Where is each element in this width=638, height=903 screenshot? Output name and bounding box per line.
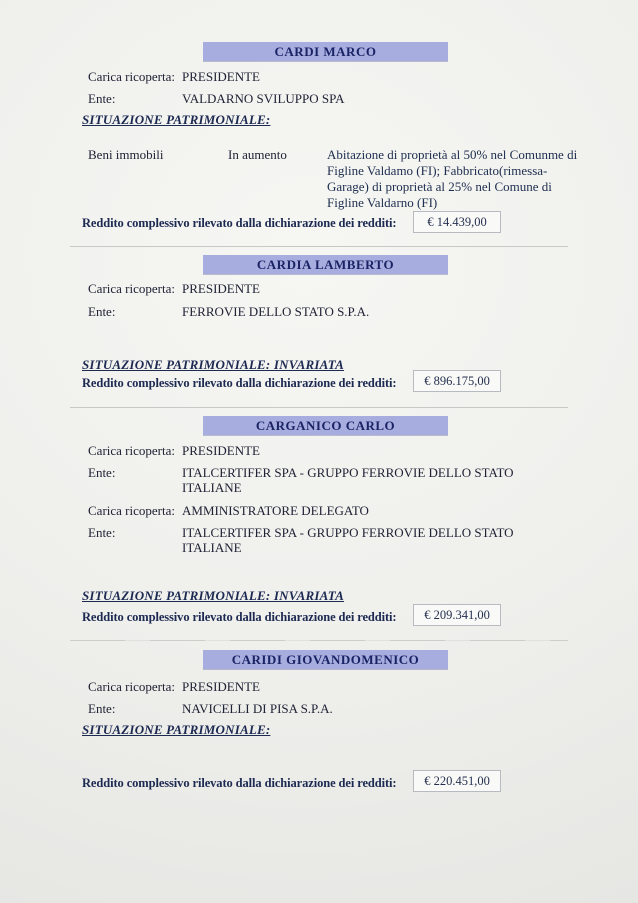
field-row (88, 465, 514, 495)
field-row (88, 281, 260, 297)
field-label: Ente: (88, 701, 116, 716)
field-label: Carica ricoperta: (88, 69, 175, 84)
field-value: PRESIDENTE (182, 69, 260, 84)
field-label: Ente: (88, 525, 116, 540)
income-label: Reddito complessivo rilevato dalla dichiarazione dei redditi: (82, 216, 397, 230)
person-name: CARDIA LAMBERTO (256, 257, 395, 272)
field-value: NAVICELLI DI PISA S.P.A. (182, 701, 333, 716)
asset-description-line: Garage) di proprietà al 25% nel Comune di (327, 179, 552, 194)
field-value-line: ITALIANE (182, 540, 242, 555)
field-value (182, 525, 514, 555)
field-row (88, 503, 369, 519)
section-header-bar (203, 650, 448, 669)
field-label: Carica ricoperta: (88, 679, 175, 694)
field-value: AMMINISTRATORE DELEGATO (182, 503, 369, 518)
field-value-line: ITALIANE (182, 480, 242, 495)
field-label: Ente: (88, 91, 116, 106)
income-amount-box: € 209.341,00 (413, 604, 501, 626)
asset-description-line: Abitazione di proprietà al 50% nel Comunme di (327, 147, 578, 162)
field-row (88, 91, 345, 107)
field-value: PRESIDENTE (182, 443, 260, 458)
section-divider (70, 246, 568, 247)
situazione-heading: SITUAZIONE PATRIMONIALE: INVARIATA (82, 588, 345, 603)
section-header-bar (203, 255, 448, 274)
field-row (88, 304, 369, 320)
field-label: Ente: (88, 465, 116, 480)
field-label: Ente: (88, 304, 116, 319)
field-row (88, 69, 260, 85)
income-label: Reddito complessivo rilevato dalla dichiarazione dei redditi: (82, 610, 397, 624)
person-name: CARIDI GIOVANDOMENICO (231, 652, 420, 667)
field-row (88, 443, 260, 459)
asset-change: In aumento (228, 147, 287, 162)
person-name: CARDI MARCO (274, 44, 377, 59)
section-divider (70, 640, 568, 641)
situazione-heading: SITUAZIONE PATRIMONIALE: (82, 722, 271, 737)
asset-description-line: Figline Valdarno (FI) (327, 195, 438, 210)
situazione-heading: SITUAZIONE PATRIMONIALE: (82, 112, 271, 127)
field-value: FERROVIE DELLO STATO S.P.A. (182, 304, 370, 319)
field-label: Carica ricoperta: (88, 503, 175, 518)
field-label: Carica ricoperta: (88, 281, 175, 296)
asset-type: Beni immobili (88, 147, 164, 162)
section-header-bar (203, 42, 448, 61)
section-header-bar (203, 416, 448, 435)
field-value: PRESIDENTE (182, 679, 260, 694)
field-value (182, 465, 514, 495)
income-label: Reddito complessivo rilevato dalla dichiarazione dei redditi: (82, 776, 397, 790)
field-value-line: ITALCERTIFER SPA - GRUPPO FERROVIE DELLO STATO (182, 525, 514, 540)
asset-description (327, 147, 578, 211)
assets-row (88, 147, 578, 211)
field-value: VALDARNO SVILUPPO SPA (182, 91, 345, 106)
section-divider (70, 407, 568, 408)
asset-description-line: Figline Valdamo (FI); Fabbricato(rimessa- (327, 163, 548, 178)
field-row (88, 679, 260, 695)
field-row (88, 701, 333, 717)
field-value: PRESIDENTE (182, 281, 260, 296)
income-amount-box: € 896.175,00 (413, 370, 501, 392)
situazione-heading: SITUAZIONE PATRIMONIALE: INVARIATA (82, 357, 345, 372)
income-amount-box: € 14.439,00 (413, 211, 501, 233)
field-row (88, 525, 514, 555)
field-value-line: ITALCERTIFER SPA - GRUPPO FERROVIE DELLO STATO (182, 465, 514, 480)
field-label: Carica ricoperta: (88, 443, 175, 458)
income-amount-box: € 220.451,00 (413, 770, 501, 792)
person-name: CARGANICO CARLO (255, 418, 396, 433)
income-label: Reddito complessivo rilevato dalla dichiarazione dei redditi: (82, 376, 397, 390)
